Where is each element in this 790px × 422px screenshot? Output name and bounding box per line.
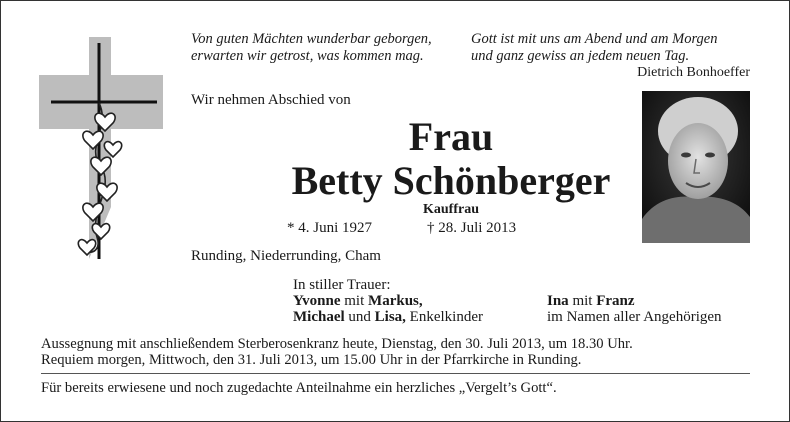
mourner-connector: mit <box>340 293 369 309</box>
mourner-name: Markus, <box>368 293 423 309</box>
birth-date: * 4. Juni 1927 <box>287 220 373 236</box>
intro-text: Wir nehmen Abschied von <box>191 92 351 108</box>
location: Runding, Niederrunding, Cham <box>191 248 381 264</box>
service-line1: Aussegnung mit anschließendem Sterberosenkranz heute, Dienstag, den 30. Juli 2013, um 18.30 Uhr. <box>41 336 633 352</box>
mourner-name: Michael <box>293 309 345 325</box>
mourner-connector: mit <box>568 293 597 309</box>
mourners-heading: In stiller Trauer: <box>293 277 391 293</box>
quote-right-line2: und ganz gewiss an jedem neuen Tag. <box>471 48 690 64</box>
deceased-name: Betty Schönberger <box>291 158 611 203</box>
mourner-name: Yvonne <box>293 293 341 309</box>
thanks-text: Für bereits erwiesene und noch zugedachte Anteilnahme ein herzliches „Vergelt’s Gott“. <box>41 380 557 396</box>
quote-right-line1: Gott ist mit uns am Abend und am Morgen <box>471 31 718 47</box>
mourner-relation: Enkelkinder <box>405 309 483 325</box>
quote-left-line2: erwarten wir getrost, was kommen mag. <box>191 48 424 64</box>
divider <box>41 373 750 374</box>
deceased-profession: Kauffrau <box>423 202 479 217</box>
deceased-salutation: Frau <box>408 114 494 159</box>
portrait-photo <box>642 91 750 243</box>
quote-left-line1: Von guten Mächten wunderbar geborgen, <box>191 31 432 47</box>
cross-with-ivy-icon <box>35 37 165 267</box>
mourner-connector: und <box>344 309 375 325</box>
quote-author: Dietrich Bonhoeffer <box>637 65 750 80</box>
mourner-name: Franz <box>596 293 635 309</box>
mourners-left-row2 <box>293 308 483 326</box>
mourner-name: Ina <box>547 293 569 309</box>
death-date: † 28. Juli 2013 <box>427 220 517 236</box>
quote-right <box>471 31 718 65</box>
mourner-name: Lisa, <box>374 309 406 325</box>
mourners-right-row2: im Namen aller Angehörigen <box>547 309 722 325</box>
quote-left <box>191 31 432 65</box>
service-line2: Requiem morgen, Mittwoch, den 31. Juli 2013, um 15.00 Uhr in der Pfarrkirche in Runding. <box>41 352 582 368</box>
